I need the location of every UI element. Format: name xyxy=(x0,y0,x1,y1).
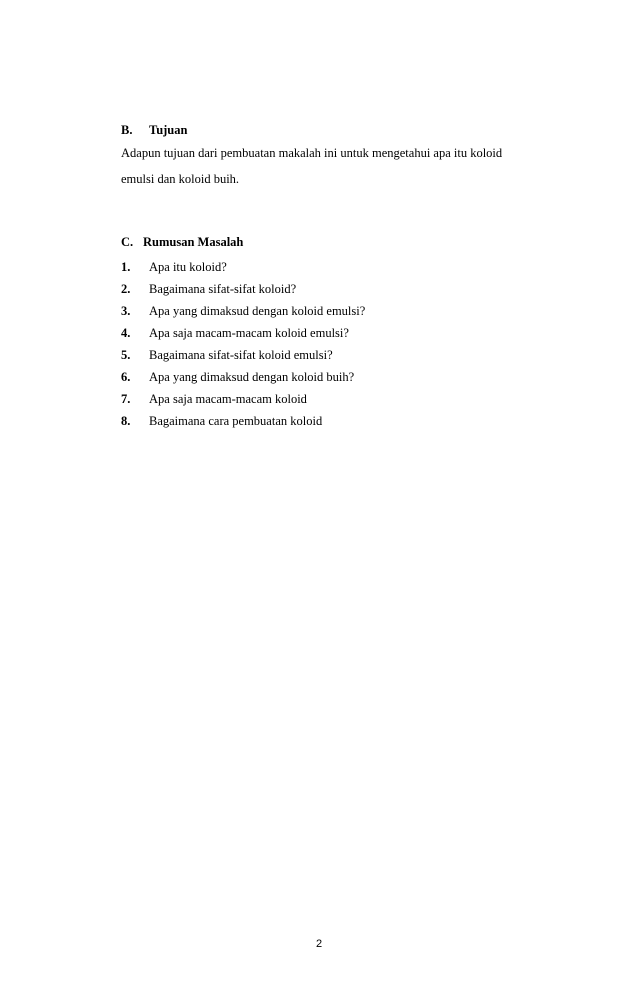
list-item-index: 2. xyxy=(121,282,131,296)
list-item-index: 4. xyxy=(121,326,131,340)
list-item-text: Bagaimana sifat-sifat koloid emulsi? xyxy=(149,348,333,362)
page-number: 2 xyxy=(315,938,323,950)
list-item xyxy=(121,256,521,278)
list-item-index: 8. xyxy=(121,414,131,428)
section-rumusan-masalah xyxy=(121,234,521,432)
list-item-index: 1. xyxy=(121,260,131,274)
list-item-text: Apa itu koloid? xyxy=(149,260,227,274)
list-item-text: Bagaimana cara pembuatan koloid xyxy=(149,414,323,428)
list-item-index: 3. xyxy=(121,304,131,318)
list-item-text: Apa saja macam-macam koloid xyxy=(149,392,307,406)
list-item xyxy=(121,366,521,388)
list-item-index: 7. xyxy=(121,392,131,406)
list-item xyxy=(121,344,521,366)
list-item xyxy=(121,278,521,300)
list-item xyxy=(121,322,521,344)
list-item-text: Apa yang dimaksud dengan koloid emulsi? xyxy=(149,304,366,318)
list-item-text: Apa yang dimaksud dengan koloid buih? xyxy=(149,370,355,384)
section-tujuan xyxy=(121,122,521,192)
section-title: Tujuan xyxy=(149,123,188,137)
section-number: B. xyxy=(121,123,133,137)
paragraph-line: Adapun tujuan dari pembuatan makalah ini untuk mengetahui apa itu koloid xyxy=(121,146,503,160)
paragraph-line: emulsi dan koloid buih. xyxy=(121,172,240,186)
list-item-index: 6. xyxy=(121,370,131,384)
list-item-text: Apa saja macam-macam koloid emulsi? xyxy=(149,326,349,340)
section-number: C. xyxy=(121,235,134,249)
numbered-list xyxy=(121,256,521,432)
tujuan-paragraph xyxy=(121,140,521,192)
list-item-text: Bagaimana sifat-sifat koloid? xyxy=(149,282,297,296)
list-item-index: 5. xyxy=(121,348,131,362)
section-heading-rumusan-masalah xyxy=(121,234,521,250)
list-item xyxy=(121,410,521,432)
section-title: Rumusan Masalah xyxy=(143,235,244,249)
section-heading-tujuan xyxy=(121,122,521,138)
list-item xyxy=(121,300,521,322)
list-item xyxy=(121,388,521,410)
